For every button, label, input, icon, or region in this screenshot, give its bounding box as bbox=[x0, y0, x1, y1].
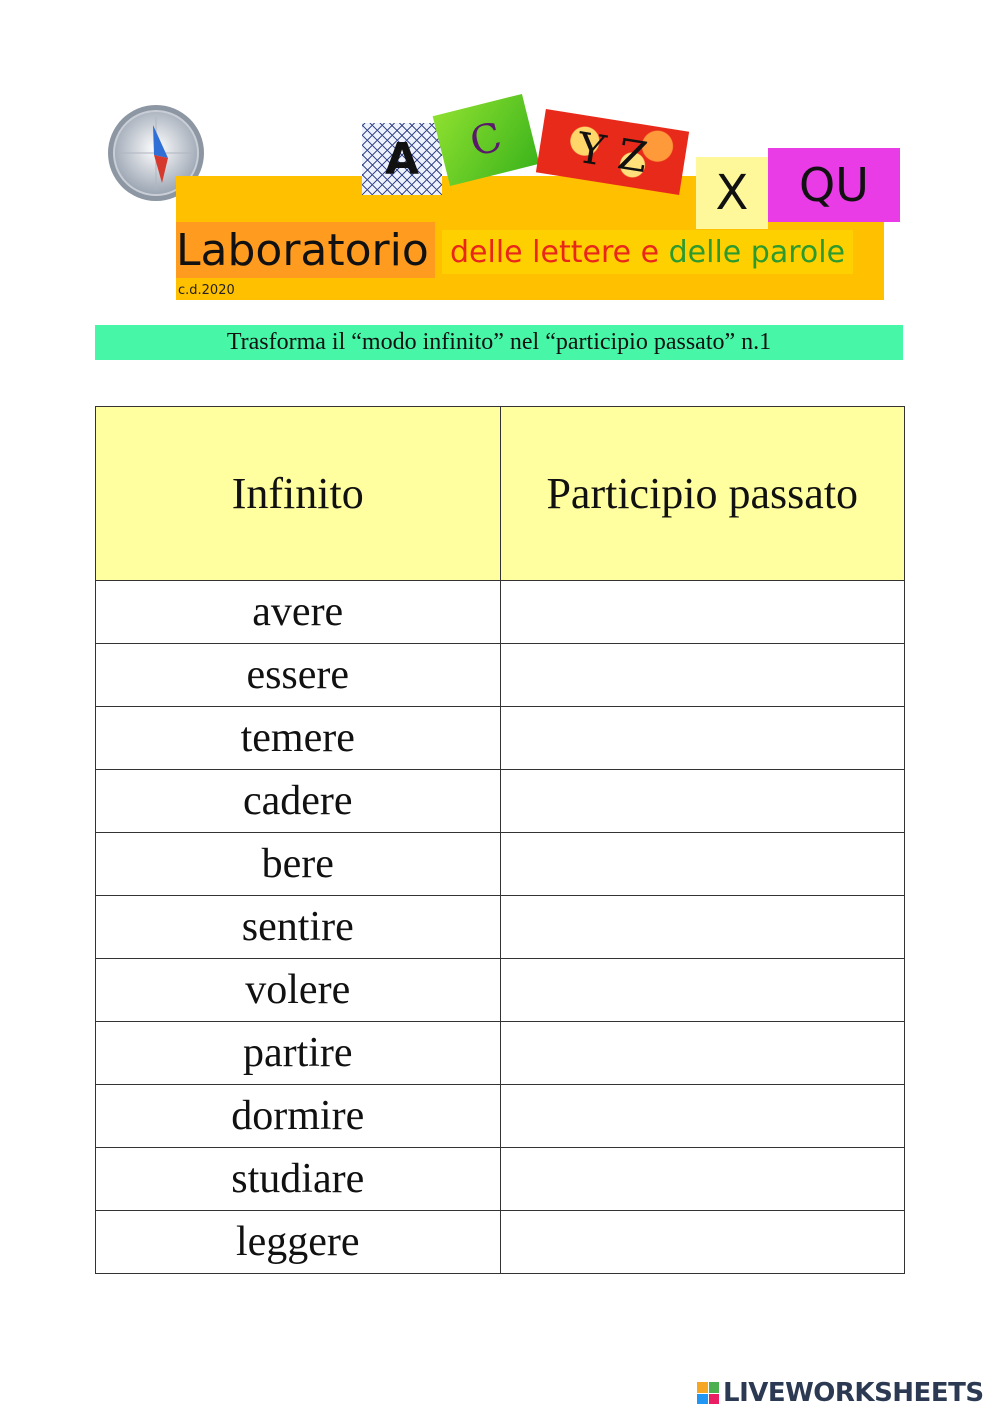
participio-answer-cell[interactable] bbox=[500, 1022, 905, 1085]
header-banner bbox=[100, 90, 910, 305]
liveworksheets-logo bbox=[697, 1378, 984, 1408]
lab-subtitle bbox=[442, 230, 853, 274]
table-row bbox=[96, 1022, 905, 1085]
infinito-cell: leggere bbox=[96, 1211, 501, 1274]
liveworksheets-mark-icon bbox=[697, 1382, 719, 1404]
participio-answer-cell[interactable] bbox=[500, 1211, 905, 1274]
lab-code: c.d.2020 bbox=[178, 283, 235, 298]
table-row bbox=[96, 1148, 905, 1211]
participio-answer-cell[interactable] bbox=[500, 959, 905, 1022]
table-row bbox=[96, 770, 905, 833]
header-infinito: Infinito bbox=[96, 407, 501, 581]
letter-tile-c: C bbox=[433, 94, 540, 186]
letter-tile-a: A bbox=[362, 123, 442, 195]
table-header-row bbox=[96, 407, 905, 581]
letter-tile-qu: QU bbox=[768, 148, 900, 222]
instruction-bar: Trasforma il “modo infinito” nel “participio passato” n.1 bbox=[95, 325, 903, 360]
participio-answer-cell[interactable] bbox=[500, 581, 905, 644]
infinito-cell: sentire bbox=[96, 896, 501, 959]
infinito-cell: essere bbox=[96, 644, 501, 707]
table-row bbox=[96, 833, 905, 896]
table-row bbox=[96, 707, 905, 770]
participio-answer-cell[interactable] bbox=[500, 707, 905, 770]
infinito-cell: partire bbox=[96, 1022, 501, 1085]
participio-answer-cell[interactable] bbox=[500, 896, 905, 959]
table-row bbox=[96, 959, 905, 1022]
table-row bbox=[96, 581, 905, 644]
participio-answer-cell[interactable] bbox=[500, 1085, 905, 1148]
table-row bbox=[96, 1211, 905, 1274]
participio-answer-cell[interactable] bbox=[500, 833, 905, 896]
participio-answer-cell[interactable] bbox=[500, 644, 905, 707]
letter-tile-yz: Y Z bbox=[536, 109, 689, 195]
participio-answer-cell[interactable] bbox=[500, 770, 905, 833]
infinito-cell: dormire bbox=[96, 1085, 501, 1148]
liveworksheets-brand: LIVEWORKSHEETS bbox=[723, 1378, 984, 1408]
table-row bbox=[96, 1085, 905, 1148]
header-participio: Participio passato bbox=[500, 407, 905, 581]
infinito-cell: studiare bbox=[96, 1148, 501, 1211]
infinito-cell: temere bbox=[96, 707, 501, 770]
infinito-cell: avere bbox=[96, 581, 501, 644]
infinito-cell: cadere bbox=[96, 770, 501, 833]
lab-title: Laboratorio bbox=[176, 222, 435, 278]
infinito-cell: volere bbox=[96, 959, 501, 1022]
participio-answer-cell[interactable] bbox=[500, 1148, 905, 1211]
table-row bbox=[96, 896, 905, 959]
table-row bbox=[96, 644, 905, 707]
infinito-cell: bere bbox=[96, 833, 501, 896]
lab-subtitle-words: delle parole bbox=[668, 234, 846, 270]
letter-tile-x: X bbox=[696, 157, 768, 229]
verb-table bbox=[95, 406, 905, 1274]
lab-subtitle-letters: delle lettere e bbox=[450, 234, 660, 270]
